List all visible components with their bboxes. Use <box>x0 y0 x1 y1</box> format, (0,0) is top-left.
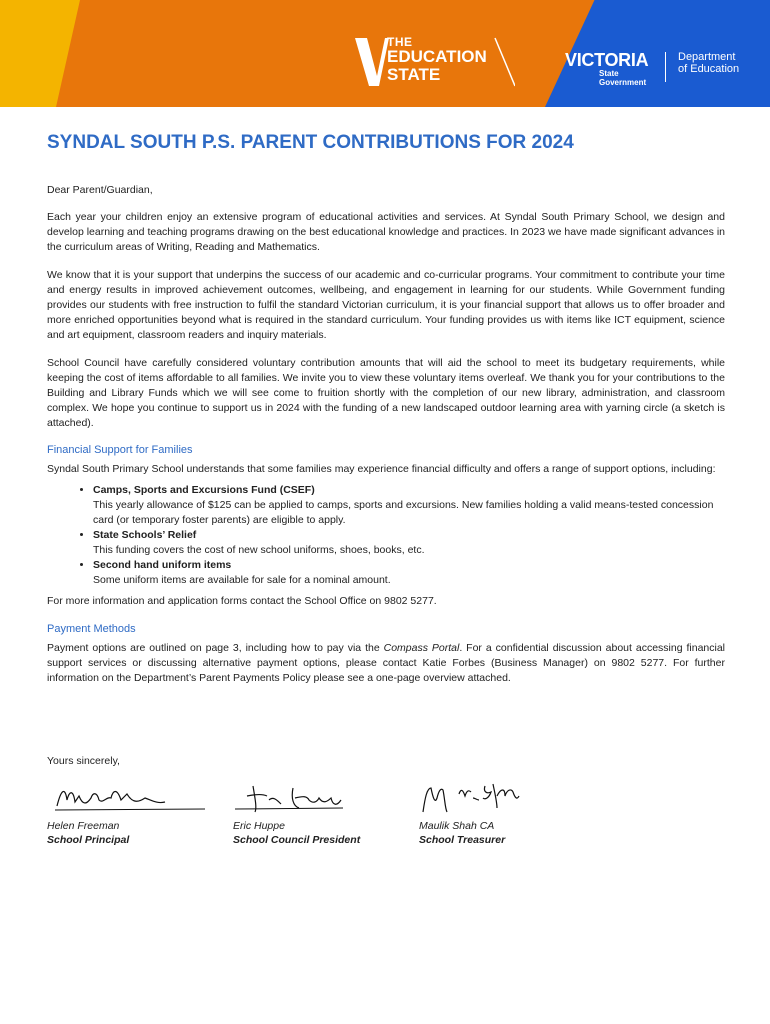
support-item-desc: This funding covers the cost of new school uniforms, shoes, books, etc. <box>93 544 425 557</box>
education-state-logo <box>355 36 515 88</box>
logo-government-word: Government <box>599 78 647 87</box>
signatory-treasurer <box>419 778 594 846</box>
signatory-principal <box>47 778 222 846</box>
signature-eric-huppe <box>233 778 393 818</box>
department-of-education <box>678 51 739 75</box>
signatory-name: Maulik Shah CA <box>419 820 495 832</box>
signatory-role: School Council President <box>233 834 361 846</box>
paragraph-school-council: School Council have carefully considered voluntary contribution amounts that will aid the school to meet its budgetary requirements, while keeping the cost of items affordable to all families. We invite you to view these voluntary items overleaf. We thank you for your contributions to the Building and Library Funds which we will see come to fruition shortly with the completion of our new library, administration, and classroom complex. We hope you continue to support us in 2024 with the funding of a new landscaped outdoor learning area with yarning circle (a sketch is attached). <box>47 357 725 429</box>
banner-yellow-stripe <box>0 0 80 107</box>
victoria-government-logo <box>555 44 770 90</box>
department-line1: Department <box>678 51 736 63</box>
payment-text-after: . For a confidential discussion about accessing financial support services or discussing alternative payment options, please contact Katie Forbes (Business Manager) on 9802 5277. For further information on the Department’s Parent Payments Policy please see a one-page overview attached. <box>47 641 726 684</box>
support-item-title: • Camps, Sports and Excursions Fund (CSEF) <box>93 484 315 497</box>
support-item-title: • State Schools’ Relief <box>93 529 197 542</box>
list-item <box>93 558 725 588</box>
paragraph-intro: Each year your children enjoy an extensive program of educational activities and services. At Syndal South Primary School, we design and develop learning and teaching programs drawing on the best educational knowledge and practices. In 2023 we have made significant advances in the curriculum areas of Writing, Reading and Mathematics. <box>47 211 725 253</box>
school-office-contact: For more information and application forms contact the School Office on 9802 5277. <box>47 595 437 608</box>
logo-divider <box>665 52 666 82</box>
header-banner <box>0 0 770 107</box>
logo-state-word: State <box>599 69 619 78</box>
department-line2: of Education <box>678 63 740 75</box>
greeting: Dear Parent/Guardian, <box>47 184 153 196</box>
letter-content <box>47 125 725 685</box>
support-item-desc: This yearly allowance of $125 can be applied to camps, sports and excursions. New families holding a valid means-tested concession card (or temporary foster parents) are eligible to apply. <box>93 499 714 527</box>
logo-state-government <box>599 69 646 87</box>
logo-the: THE <box>387 35 413 49</box>
signatory-name: Helen Freeman <box>47 820 120 832</box>
signatory-role: School Treasurer <box>419 834 506 846</box>
signature-maulik-shah <box>419 778 579 818</box>
payment-text-before: Payment options are outlined on page 3, including how to pay via the <box>47 641 384 654</box>
signatory-role: School Principal <box>47 834 130 846</box>
logo-education: EDUCATION <box>387 47 487 66</box>
signature-helen-freeman <box>47 778 207 818</box>
support-item-title: • Second hand uniform items <box>93 559 232 572</box>
support-options-list <box>47 483 725 588</box>
list-item <box>93 483 725 528</box>
logo-state: STATE <box>387 65 441 84</box>
financial-support-heading: Financial Support for Families <box>47 444 193 457</box>
financial-support-intro: Syndal South Primary School understands that some families may experience financial difficulty and offers a range of support options, including: <box>47 463 716 476</box>
payment-methods-text <box>47 641 725 685</box>
list-item <box>93 528 725 558</box>
letter-title: SYNDAL SOUTH P.S. PARENT CONTRIBUTIONS FOR 2024 <box>47 132 574 153</box>
logo-victoria: VICTORIA <box>565 50 649 70</box>
signoff: Yours sincerely, <box>47 755 120 767</box>
signatory-name: Eric Huppe <box>233 820 285 832</box>
compass-portal-text: Compass Portal <box>383 641 460 654</box>
signatory-council-president <box>233 778 408 846</box>
paragraph-support: We know that it is your support that underpins the success of our academic and co-curricular programs. Your commitment to contribute your time and energy results in improved achievement outcomes, wellbeing, and engagement in learning for our students. While Government funding provides our students with free instruction to fulfil the standard Victorian curriculum, it is your financial support that allows us to offer broader and more enriched opportunities beyond what is required in the standard curriculum. Your funding provides us with items like ICT equipment, science and art equipment, classroom readers and inquiry materials. <box>47 269 725 341</box>
payment-methods-heading: Payment Methods <box>47 622 136 635</box>
support-item-desc: Some uniform items are available for sale for a nominal amount. <box>93 574 391 587</box>
